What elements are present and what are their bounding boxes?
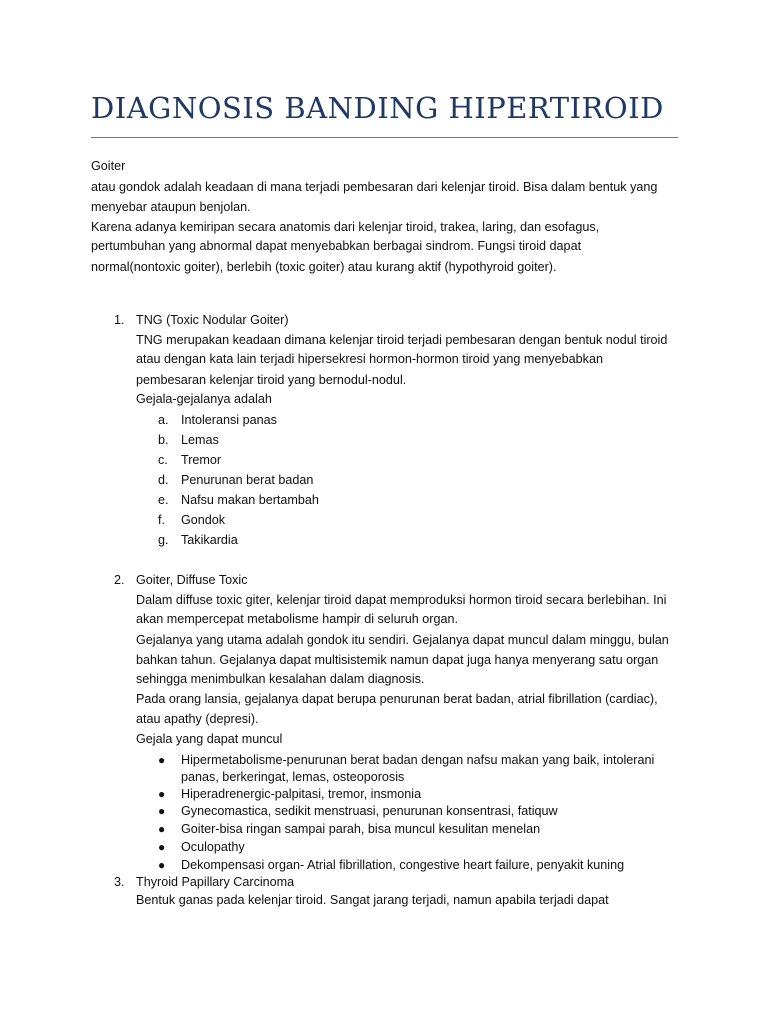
intro-line: atau gondok adalah keadaan di mana terjadi pembesaran dari kelenjar tiroid. Bisa dalam bentuk yang — [91, 180, 658, 194]
symptom-marker: e. — [158, 493, 169, 507]
paragraph-line: Gejala yang dapat muncul — [136, 732, 283, 746]
paragraph-line: TNG merupakan keadaan dimana kelenjar tiroid terjadi pembesaran dengan bentuk nodul tiroid — [136, 333, 668, 347]
bullet-icon: ● — [158, 753, 166, 767]
bullet-icon: ● — [158, 840, 166, 854]
bullet-item-continuation: panas, berkeringat, lemas, osteoporosis — [181, 770, 405, 784]
list-number: 2. — [114, 573, 125, 587]
list-number: 3. — [114, 875, 125, 889]
intro-line: pertumbuhan yang abnormal dapat menyebabkan berbagai sindrom. Fungsi tiroid dapat — [91, 239, 582, 253]
bullet-icon: ● — [158, 787, 166, 801]
bullet-item: Dekompensasi organ- Atrial fibrillation, congestive heart failure, penyakit kuning — [181, 858, 625, 872]
symptom-marker: f. — [158, 513, 165, 527]
symptom-item: Takikardia — [181, 533, 238, 547]
intro-heading: Goiter — [91, 159, 126, 173]
title-underline — [91, 137, 678, 138]
paragraph-line: Pada orang lansia, gejalanya dapat berupa penurunan berat badan, atrial fibrillation (cardiac), — [136, 692, 658, 706]
paragraph-line: atau dengan kata lain terjadi hipersekresi hormon-hormon tiroid yang menyebabkan — [136, 352, 603, 366]
symptom-marker: a. — [158, 413, 169, 427]
bullet-icon: ● — [158, 822, 166, 836]
intro-line: Karena adanya kemiripan secara anatomis dari kelenjar tiroid, trakea, laring, dan esofagus, — [91, 220, 600, 234]
bullet-item: Hipermetabolisme-penurunan berat badan dengan nafsu makan yang baik, intolerani — [181, 753, 655, 767]
paragraph-line: akan mempercepat metabolisme hampir di seluruh organ. — [136, 612, 459, 626]
bullet-icon: ● — [158, 858, 166, 872]
paragraph-line: bahkan tahun. Gejalanya dapat multisistemik namun dapat juga hanya menyerang satu organ — [136, 653, 659, 667]
paragraph-line: Gejalanya yang utama adalah gondok itu sendiri. Gejalanya dapat muncul dalam minggu, bulan — [136, 633, 669, 647]
intro-line: normal(nontoxic goiter), berlebih (toxic goiter) atau kurang aktif (hypothyroid goiter). — [91, 260, 557, 274]
symptom-item: Intoleransi panas — [181, 413, 277, 427]
section-heading: TNG (Toxic Nodular Goiter) — [136, 313, 289, 327]
symptom-marker: c. — [158, 453, 168, 467]
bullet-item: Hiperadrenergic-palpitasi, tremor, insmonia — [181, 787, 422, 801]
section-heading: Thyroid Papillary Carcinoma — [136, 875, 295, 889]
paragraph-line: atau apathy (depresi). — [136, 712, 259, 726]
list-number: 1. — [114, 313, 125, 327]
symptom-marker: d. — [158, 473, 169, 487]
symptom-item: Lemas — [181, 433, 219, 447]
symptom-item: Gondok — [181, 513, 226, 527]
section-heading: Goiter, Diffuse Toxic — [136, 573, 248, 587]
bullet-item: Goiter-bisa ringan sampai parah, bisa muncul kesulitan menelan — [181, 822, 541, 836]
bullet-icon: ● — [158, 804, 166, 818]
paragraph-line: sehingga menimbulkan kesalahan dalam diagnosis. — [136, 672, 425, 686]
symptom-item: Nafsu makan bertambah — [181, 493, 319, 507]
bullet-item: Oculopathy — [181, 840, 245, 854]
symptom-item: Penurunan berat badan — [181, 473, 314, 487]
symptom-item: Tremor — [181, 453, 222, 467]
symptom-marker: b. — [158, 433, 169, 447]
symptom-marker: g. — [158, 533, 169, 547]
paragraph-line: Gejala-gejalanya adalah — [136, 392, 272, 406]
bullet-item: Gynecomastica, sedikit menstruasi, penurunan konsentrasi, fatiquw — [181, 804, 558, 818]
document-title: DIAGNOSIS BANDING HIPERTIROID — [91, 91, 664, 125]
paragraph-line: Dalam diffuse toxic giter, kelenjar tiroid dapat memproduksi hormon tiroid secara berlebihan. Ini — [136, 593, 667, 607]
intro-line: menyebar ataupun benjolan. — [91, 200, 251, 214]
paragraph-line: Bentuk ganas pada kelenjar tiroid. Sangat jarang terjadi, namun apabila terjadi dapat — [136, 893, 609, 907]
paragraph-line: pembesaran kelenjar tiroid yang bernodul-nodul. — [136, 373, 407, 387]
